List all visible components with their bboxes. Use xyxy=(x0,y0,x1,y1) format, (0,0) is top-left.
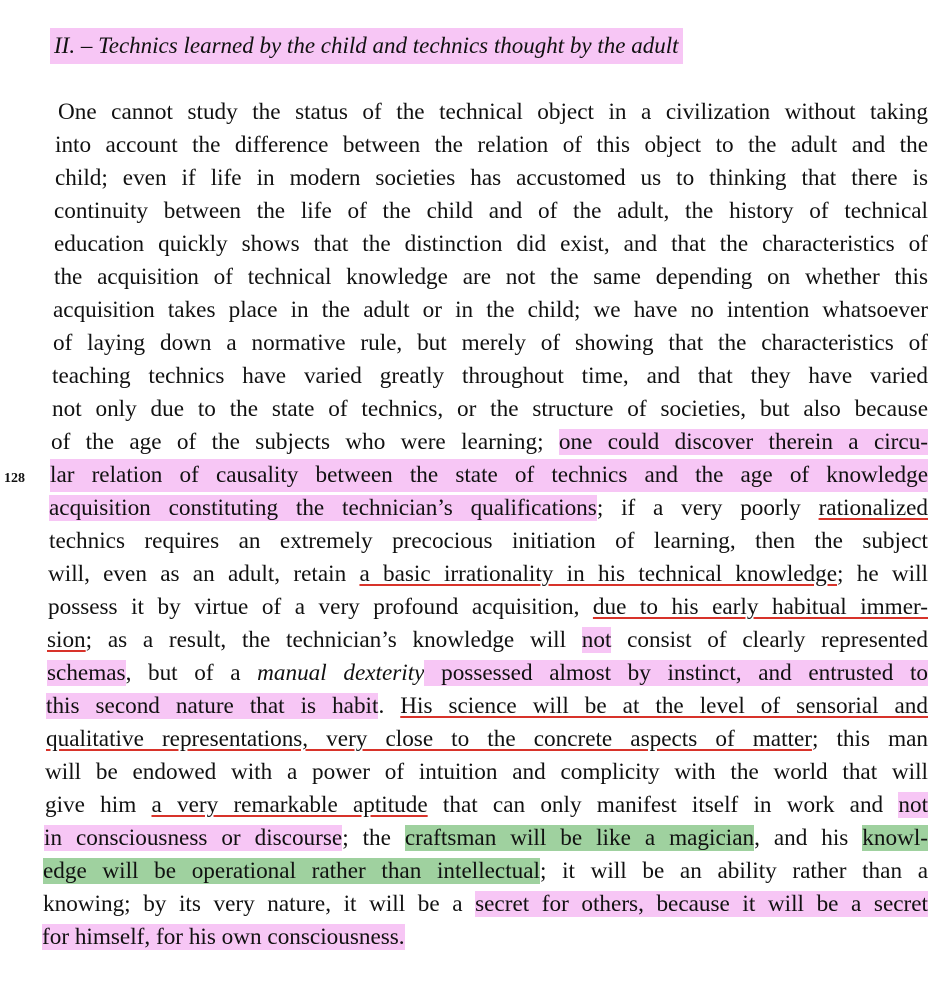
text-line-8: of laying down a normative rule, but merely of showing that the characteristics of xyxy=(53,330,928,356)
section-heading: II. – Technics learned by the child and technics thought by the adult xyxy=(50,28,683,64)
text-line-1: One cannot study the status of the technical object in a civilization without taking xyxy=(58,99,928,125)
text-line-16: possess it by virtue of a very profound acquisition, due to his early habitual immer- xyxy=(48,594,928,620)
text-line-17: sion; as a result, the technician’s knowledge will not consist of clearly represented xyxy=(47,627,928,653)
text-line-4: continuity between the life of the child and of the adult, the history of technical xyxy=(54,198,928,224)
text-line-9: teaching technics have varied greatly throughout time, and that they have varied xyxy=(52,363,928,389)
text-line-18: schemas, but of a manual dexterity possessed almost by instinct, and entrusted to xyxy=(47,660,928,686)
text-line-12: lar relation of causality between the state of technics and the age of knowledge xyxy=(50,459,928,492)
text-line-10: not only due to the state of technics, or the structure of societies, but also because xyxy=(52,396,928,422)
text-line-6: the acquisition of technical knowledge are not the same depending on whether this xyxy=(54,264,928,290)
text-line-24: edge will be operational rather than intellectual; it will be an ability rather than a xyxy=(43,858,928,884)
text-line-20: qualitative representations, very close to the concrete aspects of matter; this man xyxy=(46,726,928,752)
text-line-23: in consciousness or discourse; the craftsman will be like a magician, and his knowl- xyxy=(44,825,928,851)
text-line-26: for himself, for his own consciousness. xyxy=(42,924,405,950)
text-line-2: into account the difference between the relation of this object to the adult and the xyxy=(55,132,928,158)
text-line-22: give him a very remarkable aptitude that can only manifest itself in work and not xyxy=(45,792,929,818)
text-line-11: of the age of the subjects who were learning; one could discover therein a circu- xyxy=(51,429,929,455)
text-line-3: child; even if life in modern societies has accustomed us to thinking that there is xyxy=(55,165,928,191)
text-line-15: will, even as an adult, retain a basic irrationality in his technical knowledge; he will xyxy=(48,561,928,587)
text-line-14: technics requires an extremely precocious initiation of learning, then the subject xyxy=(49,528,928,554)
italic-emphasis: manual dexterity xyxy=(257,660,425,686)
text-line-21: will be endowed with a power of intuition and complicity with the world that will xyxy=(45,759,928,785)
text-line-19: this second nature that is habit. His science will be at the level of sensorial and xyxy=(46,693,928,719)
margin-page-number: 128 xyxy=(4,471,25,486)
text-line-13: acquisition constituting the technician’s qualifications; if a very poorly rationalized xyxy=(49,495,929,521)
text-line-25: knowing; by its very nature, it will be a secret for others, because it will be a secret xyxy=(43,891,928,917)
text-line-5: education quickly shows that the distinction did exist, and that the characteristics of xyxy=(54,231,928,257)
text-line-7: acquisition takes place in the adult or in the child; we have no intention whatsoever xyxy=(53,297,928,323)
